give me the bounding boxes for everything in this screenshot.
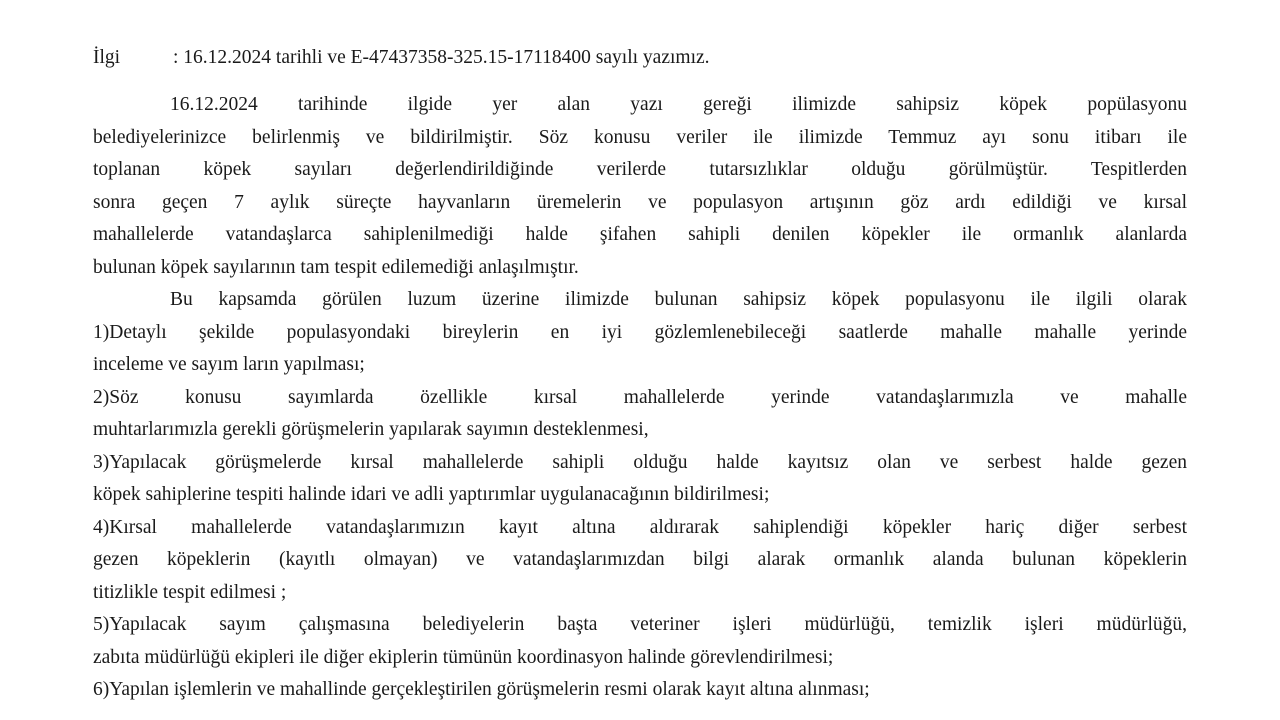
text-line	[93, 219, 1187, 252]
text-line	[93, 447, 1187, 480]
text-line	[93, 122, 1187, 155]
reference-line	[93, 45, 710, 71]
text-line	[93, 609, 1187, 642]
text-line-content: titizlikle tespit edilmesi ;	[93, 581, 287, 603]
reference-label: İlgi	[93, 47, 121, 68]
text-line	[93, 479, 1187, 512]
text-line-content: toplanan köpek sayıları değerlendirildiğinde verilerde tutarsızlıklar olduğu görülmüştür. Tespitlerden	[93, 159, 1187, 180]
text-line	[93, 642, 1187, 675]
text-line	[93, 382, 1187, 415]
text-line-content: 5)Yapılacak sayım çalışmasına belediyelerin başta veteriner işleri müdürlüğü, temizlik işleri müdürlüğü,	[93, 614, 1187, 635]
text-line	[93, 577, 1187, 610]
text-line-content: gezen köpeklerin (kayıtlı olmayan) ve vatandaşlarımızdan bilgi alarak ormanlık alanda bulunan köpeklerin	[93, 549, 1187, 570]
letter-body	[93, 89, 1187, 707]
text-line-content: Bu kapsamda görülen luzum üzerine ilimizde bulunan sahipsiz köpek populasyonu ile ilgili olarak	[170, 289, 1187, 310]
text-line	[93, 252, 1187, 285]
text-line	[93, 187, 1187, 220]
text-line-content: mahallelerde vatandaşlarca sahiplenilmediği halde şifahen sahipli denilen köpekler ile ormanlık alanlarda	[93, 224, 1187, 245]
text-line-content: muhtarlarımızla gerekli görüşmelerin yapılarak sayımın desteklenmesi,	[93, 419, 649, 440]
text-line-content: 1)Detaylı şekilde populasyondaki bireylerin en iyi gözlemlenebileceği saatlerde mahalle mahalle yerinde	[93, 321, 1187, 343]
text-line	[93, 349, 1187, 382]
text-line	[93, 317, 1187, 350]
text-line-content: bulunan köpek sayılarının tam tespit edilemediği anlaşılmıştır.	[93, 256, 579, 278]
text-line-content: 2)Söz konusu sayımlarda özellikle kırsal mahallelerde yerinde vatandaşlarımızla ve mahalle	[93, 386, 1187, 408]
text-line-content: zabıta müdürlüğü ekipleri ile diğer ekiplerin tümünün koordinasyon halinde görevlendirilmesi;	[93, 646, 834, 668]
text-line	[93, 284, 1187, 317]
text-line-content: belediyelerinizce belirlenmiş ve bildirilmiştir. Söz konusu veriler ile ilimizde Temmuz ayı sonu itibarı ile	[93, 126, 1187, 148]
text-line	[93, 674, 1187, 707]
text-line	[93, 512, 1187, 545]
text-line-content: sonra geçen 7 aylık süreçte hayvanların üremelerin ve populasyon artışının göz ardı edildiği ve kırsal	[93, 191, 1187, 213]
text-line	[93, 414, 1187, 447]
text-line-content: 4)Kırsal mahallelerde vatandaşlarımızın kayıt altına aldırarak sahiplendiği köpekler hariç diğer serbest	[93, 516, 1187, 538]
text-line-content: 16.12.2024 tarihinde ilgide yer alan yazı gereği ilimizde sahipsiz köpek popülasyonu	[170, 94, 1187, 115]
text-line-content: 3)Yapılacak görüşmelerde kırsal mahallelerde sahipli olduğu halde kayıtsız olan ve serbest halde gezen	[93, 451, 1187, 473]
text-line	[93, 544, 1187, 577]
text-line	[93, 89, 1187, 122]
text-line-content: 6)Yapılan işlemlerin ve mahallinde gerçekleştirilen görüşmelerin resmi olarak kayıt altına alınması;	[93, 679, 870, 700]
text-line-content: inceleme ve sayım ların yapılması;	[93, 354, 365, 375]
text-line	[93, 154, 1187, 187]
text-line-content: köpek sahiplerine tespiti halinde idari ve adli yaptırımlar uygulanacağının bildirilmesi;	[93, 484, 770, 505]
reference-text: : 16.12.2024 tarihli ve E-47437358-325.15-17118400 sayılı yazımız.	[173, 47, 710, 68]
